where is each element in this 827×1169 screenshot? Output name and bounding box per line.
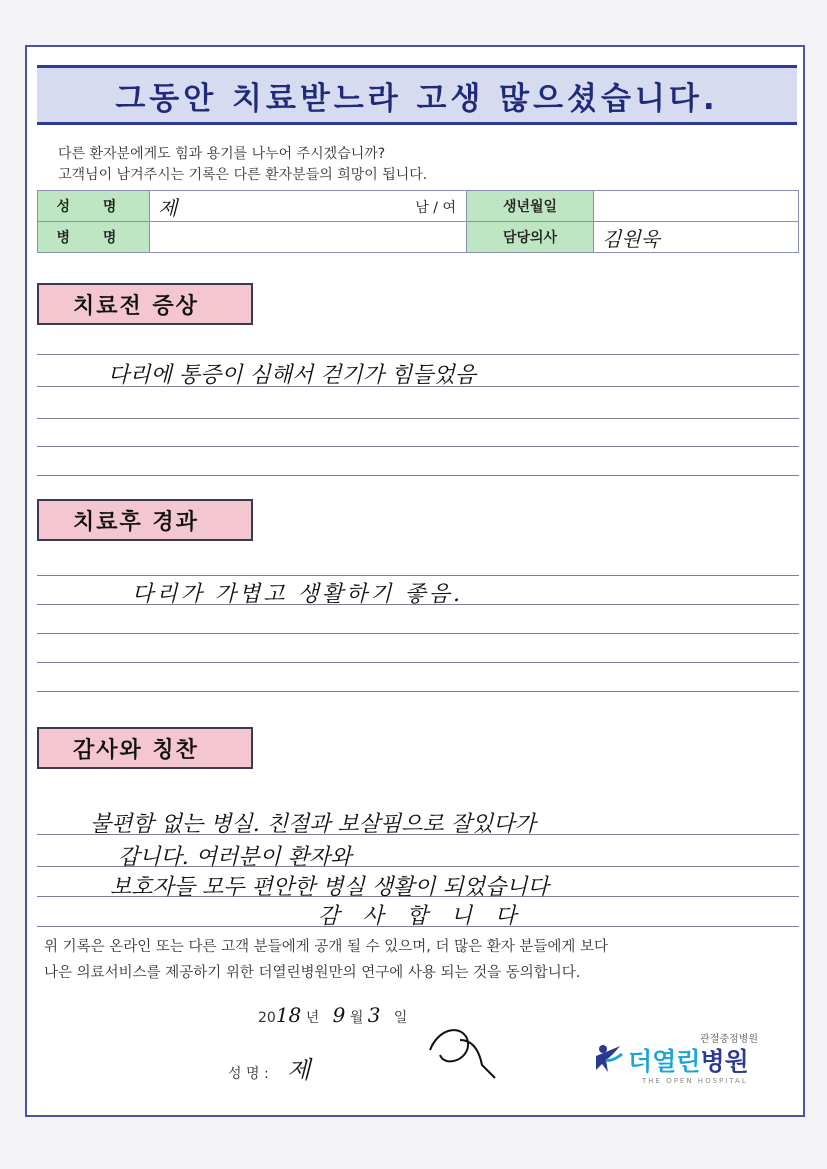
logo-name-2: 병원 <box>700 1047 749 1076</box>
page-title: 그동안 치료받느라 고생 많으셨습니다. <box>115 80 719 117</box>
signature-row <box>228 1050 310 1085</box>
intro-line-1: 다른 환자분에게도 힘과 용기를 나누어 주시겠습니까? <box>58 146 386 162</box>
day-label: 일 <box>393 1010 408 1026</box>
section-thanks-header: 감사와 칭찬 <box>37 727 253 769</box>
year-value: 18 <box>275 1003 302 1027</box>
name-value: 제 <box>158 195 178 220</box>
day-value: 3 <box>367 1003 381 1027</box>
signed-date <box>258 1003 407 1027</box>
disease-label: 병 명 <box>38 222 150 253</box>
section-before-header: 치료전 증상 <box>37 283 253 325</box>
logo-name <box>628 1042 749 1078</box>
before-text: 다리에 통증이 심해서 걷기가 힘들었음 <box>108 363 477 388</box>
logo-english: THE OPEN HOSPITAL <box>642 1077 748 1085</box>
month-value: 9 <box>332 1003 346 1027</box>
month-label: 월 <box>349 1010 364 1026</box>
logo-subtitle: 관절중점병원 <box>700 1034 758 1045</box>
name-cell <box>150 191 467 222</box>
hospital-logo <box>594 1030 764 1092</box>
signature-scribble <box>420 1020 510 1080</box>
logo-name-1: 더열린 <box>628 1047 701 1076</box>
consent-line-2: 나은 의료서비스를 제공하기 위한 더열린병원만의 연구에 사용 되는 것을 동의합니다. <box>44 965 581 981</box>
gender-select: 남 / 여 <box>415 200 456 216</box>
disease-value <box>150 222 467 253</box>
intro-line-2: 고객님이 남겨주시는 기록은 다른 환자분들의 희망이 됩니다. <box>58 167 428 183</box>
patient-info-table <box>37 190 799 253</box>
consent-line-1: 위 기록은 온라인 또는 다른 고객 분들에게 공개 될 수 있으며, 더 많은 환자 분들에게 보다 <box>44 939 608 955</box>
signature-name: 제 <box>287 1056 311 1084</box>
rule-line <box>37 575 799 576</box>
thanks-line-4: 감 사 합 니 다 <box>318 904 525 929</box>
doctor-cell <box>594 222 799 253</box>
logo-person-icon <box>594 1042 624 1074</box>
thanks-line-3: 보호자들 모두 편안한 병실 생활이 되었습니다 <box>110 875 549 900</box>
rule-line <box>37 354 799 355</box>
rule-line <box>37 662 799 663</box>
doctor-label: 담당의사 <box>467 222 594 253</box>
birth-value <box>594 191 799 222</box>
thanks-line-2: 갑니다. 여러분이 환자와 <box>118 845 352 870</box>
doctor-value: 김원욱 <box>602 226 660 251</box>
rule-line <box>37 633 799 634</box>
birth-label: 생년월일 <box>467 191 594 222</box>
year-label: 년 <box>305 1010 320 1026</box>
thanks-line-1: 불편함 없는 병실. 친절과 보살핌으로 잘있다가 <box>90 812 536 837</box>
after-text: 다리가 가볍고 생활하기 좋음. <box>132 582 463 607</box>
rule-line <box>37 418 799 419</box>
rule-line <box>37 475 799 476</box>
year-prefix: 20 <box>258 1010 276 1026</box>
signature-label: 성 명 : <box>228 1066 269 1082</box>
title-banner <box>37 65 797 125</box>
rule-line <box>37 691 799 692</box>
section-after-header: 치료후 경과 <box>37 499 253 541</box>
name-label: 성 명 <box>38 191 150 222</box>
rule-line <box>37 446 799 447</box>
